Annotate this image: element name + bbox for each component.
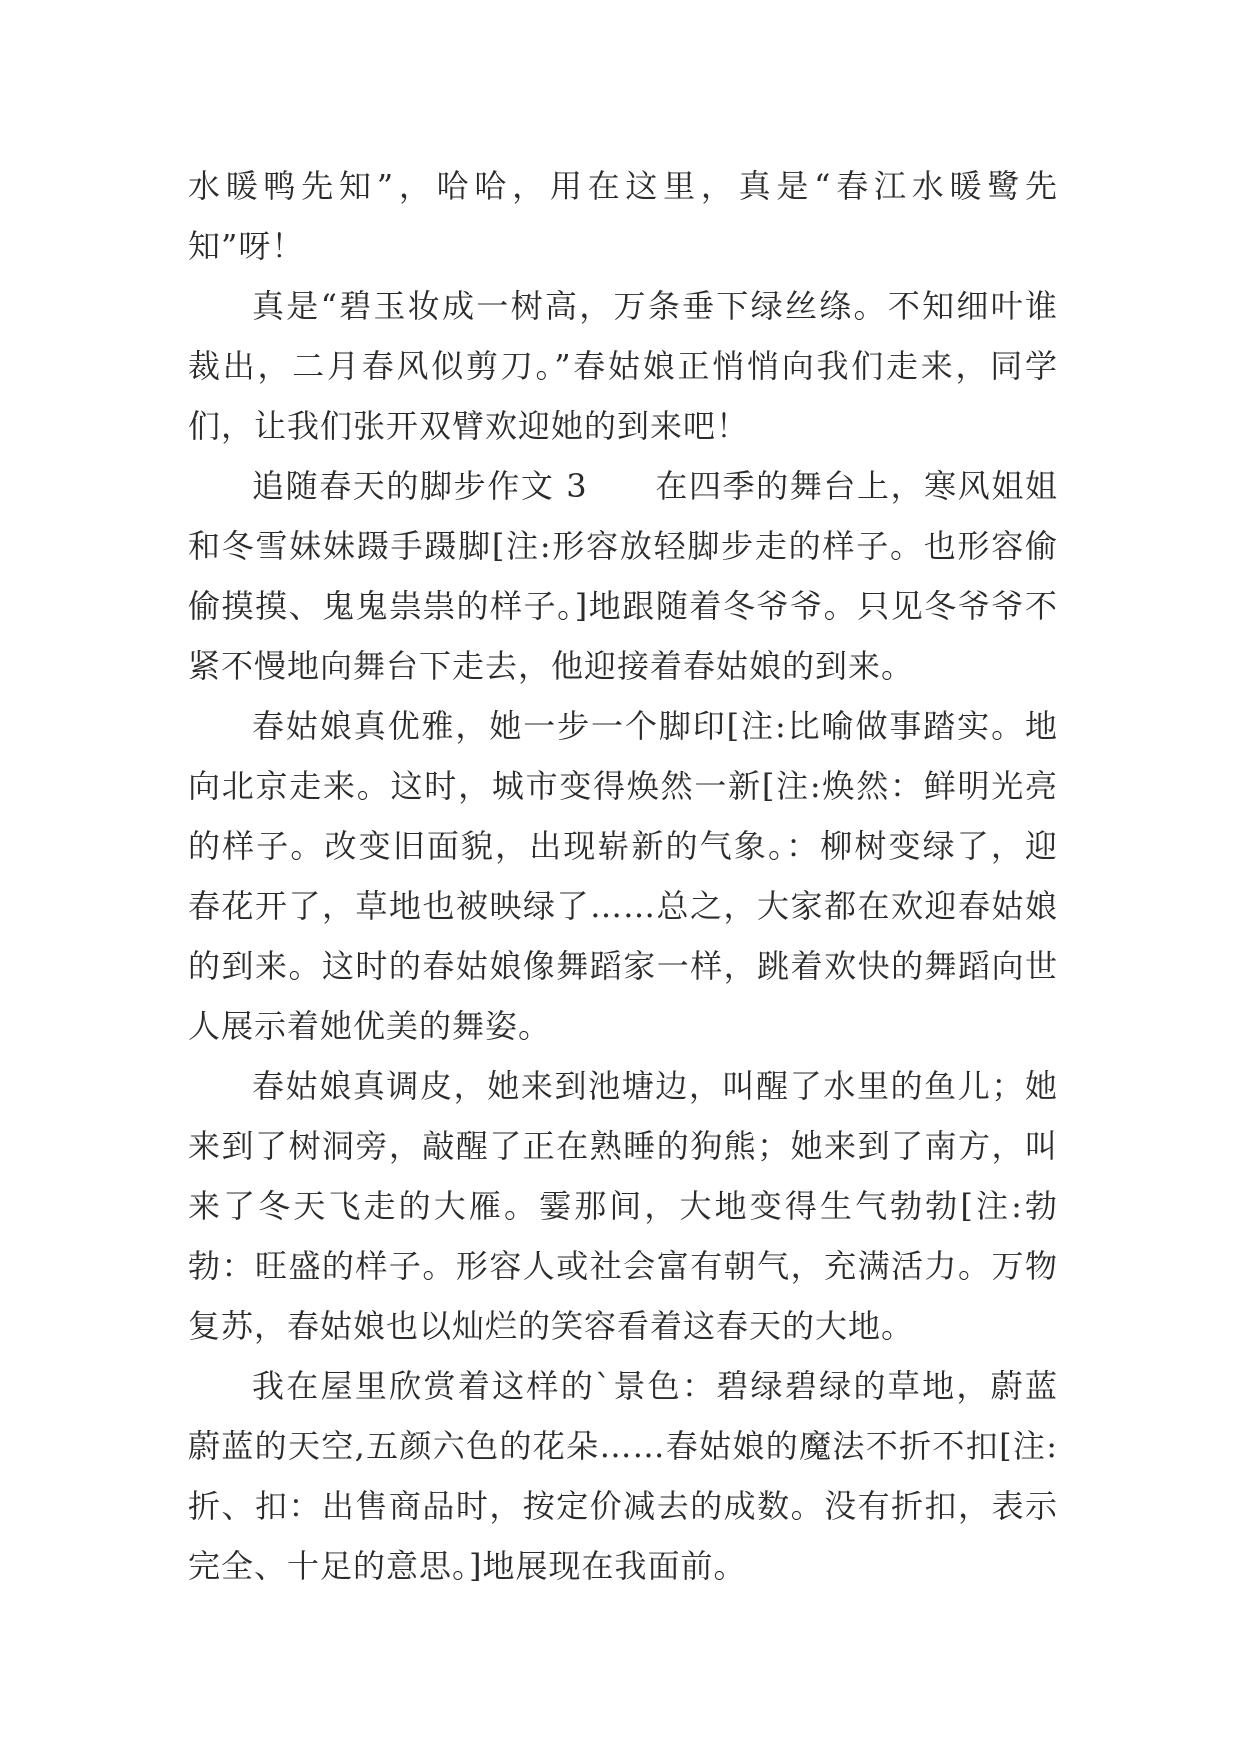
paragraph-3: 追随春天的脚步作文 3 在四季的舞台上，寒风姐姐和冬雪妹妹蹑手蹑脚[注:形容放轻脚步走的样子。也形容偷偷摸摸、鬼鬼祟祟的样子。]地跟随着冬爷爷。只见冬爷爷不紧不慢地向舞台下走去，他迎接着春姑娘的到来。 [188,467,1058,685]
paragraph-6: 我在屋里欣赏着这样的`景色：碧绿碧绿的草地，蔚蓝蔚蓝的天空,五颜六色的花朵……春姑娘的魔法不折不扣[注:折、扣：出售商品时，按定价减去的成数。没有折扣，表示完全、十足的意思。]地展现在我面前。 [188,1367,1058,1585]
paragraph-2: 真是“碧玉妆成一树高，万条垂下绿丝绦。不知细叶谁裁出，二月春风似剪刀。”春姑娘正悄悄向我们走来，同学们，让我们张开双臂欢迎她的到来吧！ [188,287,1058,445]
paragraph-4: 春姑娘真优雅，她一步一个脚印[注:比喻做事踏实。地向北京走来。这时，城市变得焕然一新[注:焕然：鲜明光亮的样子。改变旧面貌，出现崭新的气象。：柳树变绿了，迎春花开了，草地也被映绿了……总之，大家都在欢迎春姑娘的到来。这时的春姑娘像舞蹈家一样，跳着欢快的舞蹈向世人展示着她优美的舞姿。 [188,707,1058,1045]
paragraph-5: 春姑娘真调皮，她来到池塘边，叫醒了水里的鱼儿；她来到了树洞旁，敲醒了正在熟睡的狗熊；她来到了南方，叫来了冬天飞走的大雁。霎那间，大地变得生气勃勃[注:勃勃：旺盛的样子。形容人或社会富有朝气，充满活力。万物复苏，春姑娘也以灿烂的笑容看着这春天的大地。 [188,1067,1058,1345]
paragraph-1: 水暖鸭先知”，哈哈，用在这里，真是“春江水暖鹭先知”呀！ [188,167,1058,265]
document-body [188,156,1058,1596]
